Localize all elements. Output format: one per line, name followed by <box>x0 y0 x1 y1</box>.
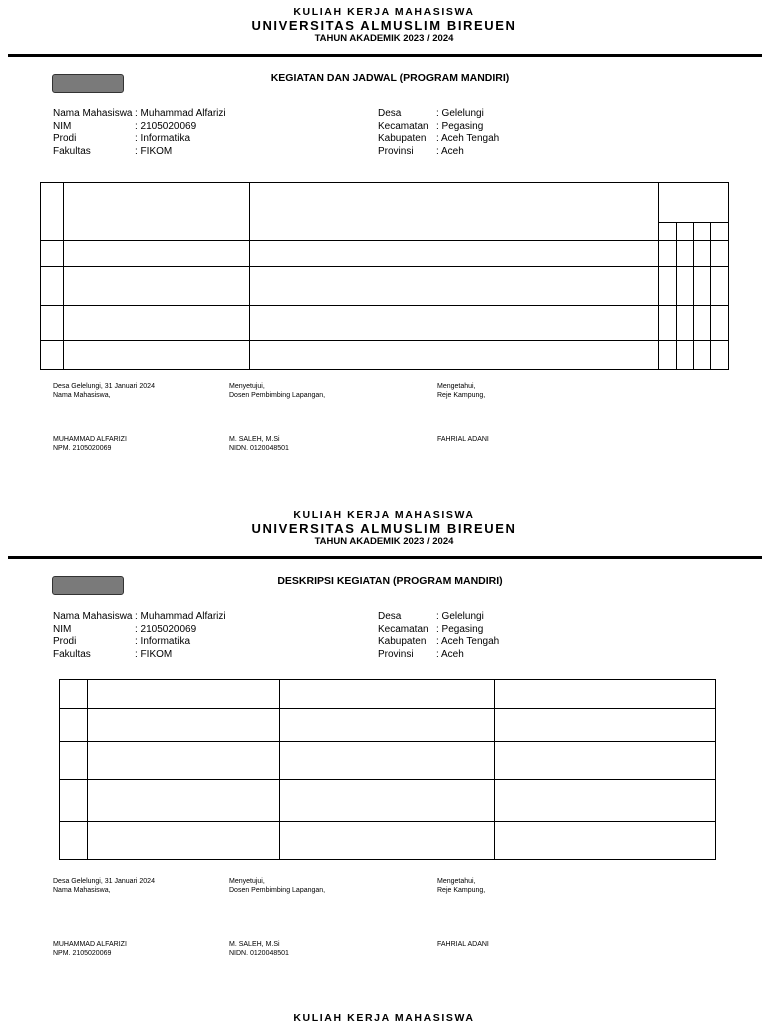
signature-village-head: Mengetahui, Reje Kampung, <box>437 878 486 894</box>
signature-student: Desa Gelelungi, 31 Januari 2024 Nama Mahasiswa, <box>53 383 155 399</box>
info-row: Desa : Gelelungi <box>378 611 484 622</box>
section-title: KEGIATAN DAN JADWAL (PROGRAM MANDIRI) <box>270 72 510 84</box>
info-row: Kabupaten : Aceh Tengah <box>378 133 500 144</box>
photo-placeholder <box>52 74 124 93</box>
info-row: Prodi : Informatika <box>53 133 191 144</box>
signature-village-head-name: FAHRIAL ADANI <box>437 436 489 443</box>
header-year: TAHUN AKADEMIK 2023 / 2024 <box>314 33 454 44</box>
info-row: Kabupaten : Aceh Tengah <box>378 636 500 647</box>
signature-supervisor-name: M. SALEH, M.Si NIDN. 0120048501 <box>229 436 289 452</box>
header-year: TAHUN AKADEMIK 2023 / 2024 <box>314 536 454 547</box>
signature-village-head-name: FAHRIAL ADANI <box>437 941 489 948</box>
info-row: Nama Mahasiswa : Muhammad Alfarizi <box>53 611 226 622</box>
page1-header <box>0 6 768 44</box>
info-row: Fakultas : FIKOM <box>53 648 173 660</box>
header-rule <box>8 54 762 57</box>
info-row: Provinsi : Aceh <box>378 145 464 157</box>
info-row: Prodi : Informatika <box>53 636 191 647</box>
signature-supervisor: Menyetujui, Dosen Pembimbing Lapangan, <box>229 383 326 399</box>
signature-supervisor-name: M. SALEH, M.Si NIDN. 0120048501 <box>229 941 289 957</box>
page3-header <box>0 1012 768 1024</box>
info-row: Desa : Gelelungi <box>378 108 484 119</box>
info-row: Nama Mahasiswa : Muhammad Alfarizi <box>53 108 226 119</box>
signature-student-name: MUHAMMAD ALFARIZI NPM. 2105020069 <box>53 436 127 452</box>
header-rule <box>8 556 762 559</box>
header-line1: KULIAH KERJA MAHASISWA <box>293 509 475 521</box>
header-line1: KULIAH KERJA MAHASISWA <box>293 6 475 18</box>
location-info <box>378 611 499 661</box>
header-university: UNIVERSITAS ALMUSLIM BIREUEN <box>251 18 517 33</box>
student-info <box>53 611 226 661</box>
signature-supervisor: Menyetujui, Dosen Pembimbing Lapangan, <box>229 878 326 894</box>
signature-village-head: Mengetahui, Reje Kampung, <box>437 383 486 399</box>
signature-student: Desa Gelelungi, 31 Januari 2024 Nama Mahasiswa, <box>53 878 155 894</box>
header-line1: KULIAH KERJA MAHASISWA <box>293 1012 475 1024</box>
info-row: NIM : 2105020069 <box>53 120 197 132</box>
info-row: Provinsi : Aceh <box>378 648 464 660</box>
page2-header <box>0 509 768 547</box>
location-info <box>378 108 499 158</box>
info-row: Kecamatan : Pegasing <box>378 623 484 635</box>
info-row: Fakultas : FIKOM <box>53 145 173 157</box>
photo-placeholder <box>52 576 124 595</box>
header-university: UNIVERSITAS ALMUSLIM BIREUEN <box>251 521 517 536</box>
info-row: Kecamatan : Pegasing <box>378 120 484 132</box>
section-title: DESKRIPSI KEGIATAN (PROGRAM MANDIRI) <box>277 575 503 587</box>
info-row: NIM : 2105020069 <box>53 623 197 635</box>
student-info <box>53 108 226 158</box>
signature-student-name: MUHAMMAD ALFARIZI NPM. 2105020069 <box>53 941 127 957</box>
